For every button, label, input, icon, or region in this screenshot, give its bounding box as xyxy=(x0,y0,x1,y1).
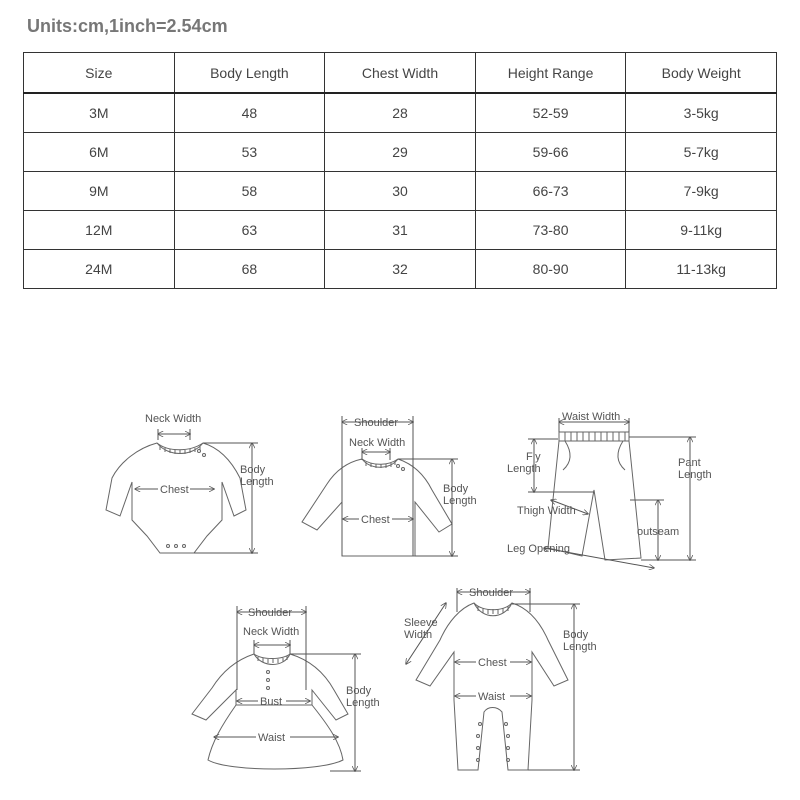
table-cell: 63 xyxy=(174,211,325,250)
label-dress-neck-width: Neck Width xyxy=(243,626,300,638)
table-cell: 12M xyxy=(24,211,175,250)
label-jumpsuit-body-length-2: Length xyxy=(563,641,597,653)
jumpsuit-diagram xyxy=(404,587,597,770)
label-pants-thigh-width: Thigh Width xyxy=(517,505,576,517)
table-cell: 30 xyxy=(325,172,476,211)
table-cell: 80-90 xyxy=(475,250,626,289)
label-jumpsuit-sleeve-width-2: Width xyxy=(404,629,433,641)
table-cell: 3-5kg xyxy=(626,93,777,133)
table-cell: 66-73 xyxy=(475,172,626,211)
table-cell: 9-11kg xyxy=(626,211,777,250)
dress-collar xyxy=(254,654,290,665)
table-cell: 59-66 xyxy=(475,133,626,172)
pants-diagram xyxy=(507,411,712,568)
label-dress-body-length-2: Length xyxy=(346,697,380,709)
label-jumpsuit-waist: Waist xyxy=(478,691,506,703)
units-note: Units:cm,1inch=2.54cm xyxy=(27,16,228,36)
column-header-height-range: Height Range xyxy=(475,53,626,94)
dress-outline xyxy=(192,654,348,769)
dress-diagram xyxy=(192,606,380,771)
romper-outline xyxy=(106,443,246,553)
column-header-chest-width: Chest Width xyxy=(325,53,476,94)
table-cell: 52-59 xyxy=(475,93,626,133)
table-cell: 24M xyxy=(24,250,175,289)
label-romper-body-length-2: Length xyxy=(240,476,274,488)
pants-rib xyxy=(565,432,625,441)
label-sweater-body-length-2: Length xyxy=(443,495,477,507)
label-dress-waist: Waist xyxy=(258,732,286,744)
column-header-size: Size xyxy=(24,53,175,94)
label-pants-waist-width: Waist Width xyxy=(562,411,621,423)
label-pants-pant-length-2: Length xyxy=(678,469,712,481)
sweater-outline xyxy=(302,459,452,556)
jumpsuit-outline xyxy=(416,603,568,770)
label-sweater-neck-width: Neck Width xyxy=(349,437,406,449)
table-cell: 29 xyxy=(325,133,476,172)
label-romper-body-length-1: Body xyxy=(240,464,266,476)
label-dress-shoulder: Shoulder xyxy=(248,607,293,619)
table-cell: 48 xyxy=(174,93,325,133)
label-pants-fly-length-1: Fly xyxy=(526,451,541,463)
table-cell: 31 xyxy=(325,211,476,250)
pants-pocket-left xyxy=(563,441,570,470)
table-cell: 73-80 xyxy=(475,211,626,250)
label-pants-pant-length-1: Pant xyxy=(678,457,701,469)
sweater-diagram xyxy=(302,416,477,556)
jumpsuit-rib xyxy=(478,606,508,614)
table-cell: 32 xyxy=(325,250,476,289)
label-sweater-chest: Chest xyxy=(361,514,390,526)
table-cell: 3M xyxy=(24,93,175,133)
label-pants-leg-opening: Leg Opening xyxy=(507,543,570,555)
table-cell: 6M xyxy=(24,133,175,172)
table-cell: 9M xyxy=(24,172,175,211)
label-pants-fly-length-2: Length xyxy=(507,463,541,475)
label-romper-neck-width: Neck Width xyxy=(145,413,202,425)
pants-pocket-right xyxy=(618,441,625,470)
label-romper-chest: Chest xyxy=(160,484,189,496)
label-dress-bust: Bust xyxy=(260,696,283,708)
column-header-body-length: Body Length xyxy=(174,53,325,94)
table-cell: 53 xyxy=(174,133,325,172)
sweater-rib xyxy=(366,461,395,468)
label-jumpsuit-chest: Chest xyxy=(478,657,507,669)
romper-diagram xyxy=(106,413,274,553)
table-cell: 68 xyxy=(174,250,325,289)
table-cell: 5-7kg xyxy=(626,133,777,172)
label-sweater-shoulder: Shoulder xyxy=(354,417,399,429)
sweater-collar xyxy=(362,459,398,467)
column-header-body-weight: Body Weight xyxy=(626,53,777,94)
label-dress-body-length-1: Body xyxy=(346,685,372,697)
label-pants-outseam: outseam xyxy=(637,526,680,538)
table-cell: 11-13kg xyxy=(626,250,777,289)
label-jumpsuit-sleeve-width-1: Sleeve xyxy=(404,617,438,629)
label-jumpsuit-shoulder: Shoulder xyxy=(469,587,514,599)
table-cell: 7-9kg xyxy=(626,172,777,211)
label-sweater-body-length-1: Body xyxy=(443,483,469,495)
table-cell: 28 xyxy=(325,93,476,133)
label-jumpsuit-body-length-1: Body xyxy=(563,629,589,641)
table-cell: 58 xyxy=(174,172,325,211)
